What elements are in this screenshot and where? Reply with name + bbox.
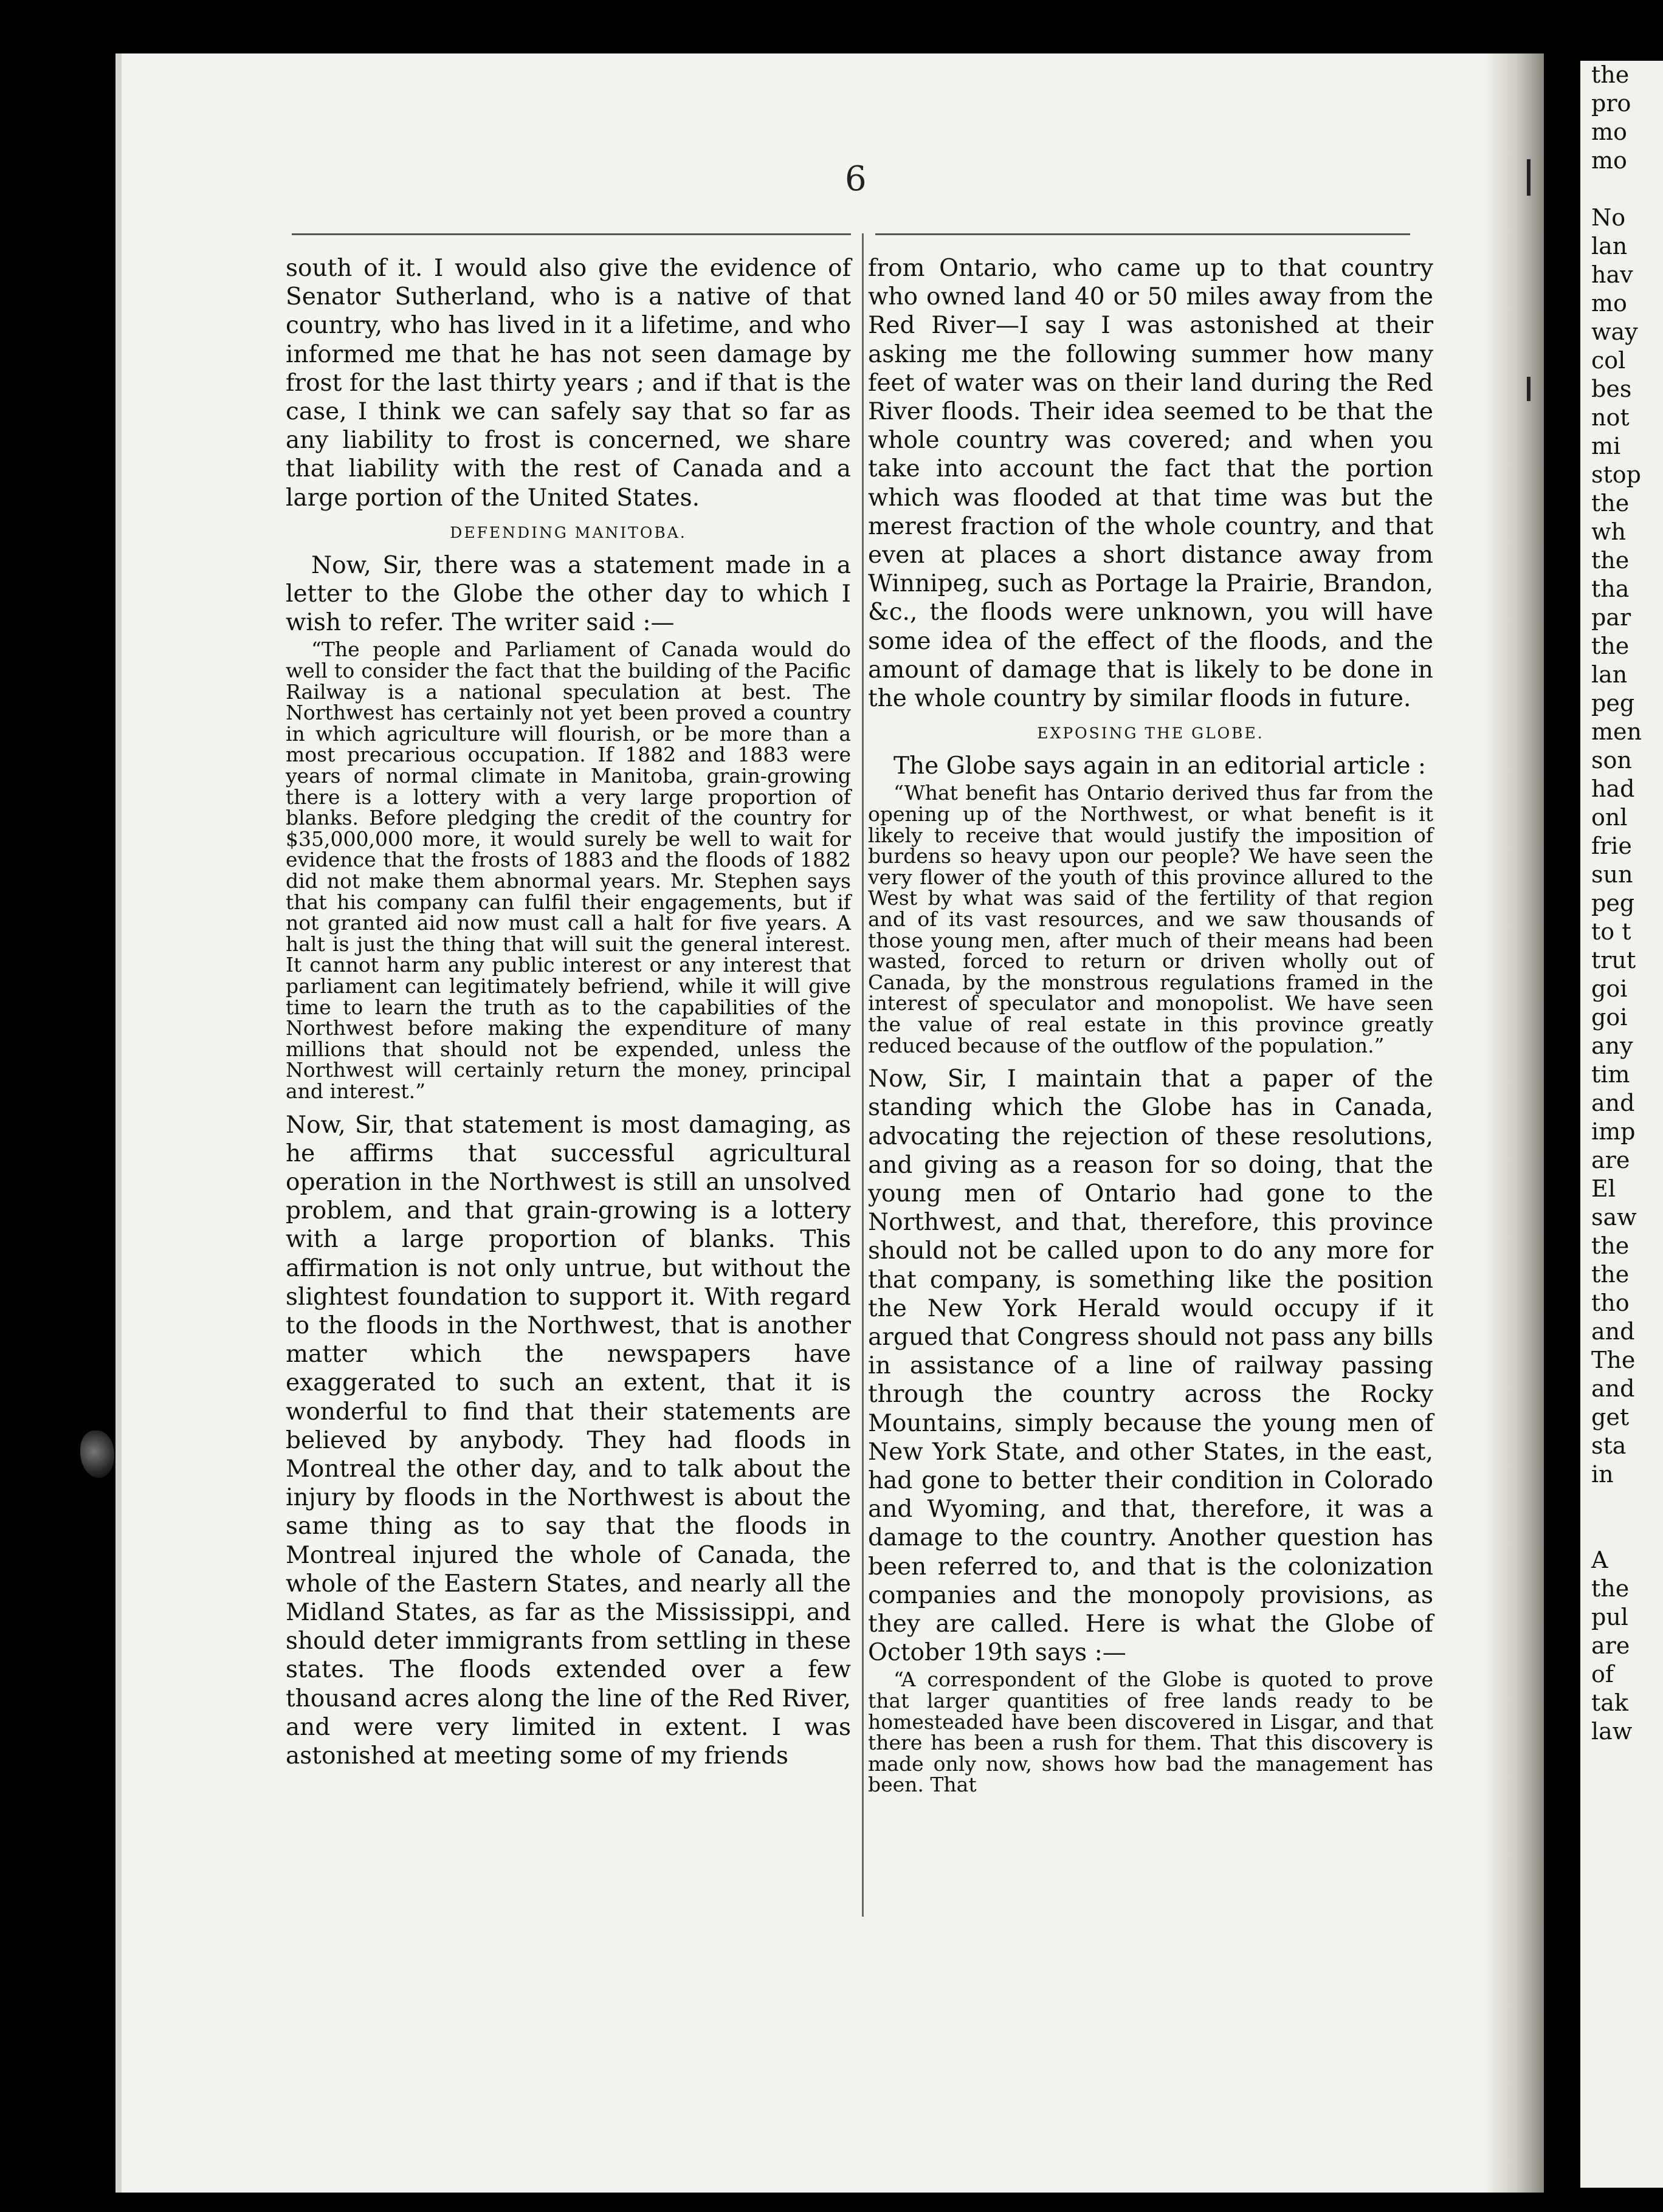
column-divider (862, 233, 864, 1917)
adjacent-page-edge (1580, 61, 1663, 2188)
left-paragraph-1: south of it. I would also give the evidence of Senator Sutherland, who is a native of that country, who has lived in it a lifetime, and who informed me that he has not seen damage by frost for the last thirty years ; and if that is the case, I think we can safely say that so far as any liability to frost is concerned, we share that liability with the rest of Canada and a large portion of the United States. (286, 255, 851, 512)
adjacent-page-fragment: par (1591, 604, 1631, 631)
adjacent-page-fragment: mo (1591, 118, 1627, 145)
adjacent-page-fragment: saw (1591, 1204, 1637, 1231)
adjacent-page-fragment: The (1591, 1347, 1636, 1373)
header-rule-left (292, 233, 851, 235)
right-paragraph-1: from Ontario, who came up to that country who owned land 40 or 50 miles away from the Red River—I say I was astonished at their asking me the following summer how many feet of water was on their land during the Red River floods. Their idea seemed to be that the whole country was covered; and when you take into account the fact that the portion which was flooded at that time was but the merest fraction of the whole country, and that even at places a short distance away from Winnipeg, such as Portage la Prairie, Brandon, &c., the floods were unknown, you will have some idea of the effect of the floods, and the amount of damage that is likely to be done in the whole country by similar floods in future. (868, 255, 1433, 713)
adjacent-page-fragment: way (1591, 318, 1638, 345)
adjacent-page-fragment: and (1591, 1318, 1635, 1345)
spine-mark (1527, 377, 1530, 401)
right-quote-1: “What benefit has Ontario derived thus far from the opening up of the Northwest, or what benefit is it likely to receive that would justify the imposition of burdens so heavy upon our people? We have seen the very flower of the youth of this province allured to the West by what was said of the fertility of that region and of its vast resources, and we saw thousands of those young men, after much of their means had been wasted, forced to return or driven wholly out of Canada, by the monstrous regulations framed in the interest of speculator and monopolist. We have seen the value of real estate in this province greatly reduced because of the outflow of the population.” (868, 781, 1433, 1057)
adjacent-page-fragment: No (1591, 204, 1626, 231)
adjacent-page-fragment: are (1591, 1632, 1630, 1659)
adjacent-page-fragment: stop (1591, 461, 1641, 488)
left-paragraph-2: Now, Sir, there was a statement made in a letter to the Globe the other day to which I wish to refer. The writer said :— (286, 551, 851, 637)
adjacent-page-fragment: lan (1591, 233, 1628, 259)
page-fold-shadow (1483, 53, 1544, 2193)
adjacent-page-fragment: mo (1591, 147, 1627, 174)
adjacent-page-fragment: had (1591, 775, 1635, 802)
adjacent-page-fragment: sta (1591, 1432, 1627, 1459)
adjacent-page-fragment: tak (1591, 1689, 1628, 1716)
adjacent-page-fragment: the (1591, 1232, 1630, 1259)
section-heading-exposing-the-globe: EXPOSING THE GLOBE. (1037, 724, 1264, 743)
adjacent-page-fragment: pul (1591, 1604, 1628, 1630)
adjacent-page-fragment: pro (1591, 90, 1631, 117)
ink-blot (80, 1431, 114, 1478)
adjacent-page-fragment: son (1591, 747, 1632, 774)
right-paragraph-2: The Globe says again in an editorial article : (893, 752, 1426, 780)
adjacent-page-fragment: law (1591, 1718, 1633, 1745)
adjacent-page-fragment: lan (1591, 661, 1628, 688)
adjacent-page-fragment (1580, 1489, 1663, 1517)
adjacent-page-fragment: frie (1591, 833, 1632, 859)
adjacent-page-fragment: the (1591, 1261, 1630, 1288)
adjacent-page-fragment: in (1591, 1461, 1614, 1488)
adjacent-page-fragment: the (1591, 490, 1630, 517)
left-column (286, 254, 851, 1770)
adjacent-page-fragment: imp (1591, 1118, 1636, 1145)
adjacent-page-fragment: mi (1591, 433, 1621, 459)
adjacent-page-fragment: peg (1591, 690, 1635, 716)
adjacent-page-fragment: mo (1591, 290, 1627, 317)
adjacent-page-fragment: and (1591, 1090, 1635, 1116)
adjacent-page-fragment: the (1591, 633, 1630, 659)
adjacent-page-fragment: onl (1591, 804, 1628, 831)
adjacent-page-fragment: bes (1591, 376, 1632, 402)
adjacent-page-fragment: hav (1591, 261, 1633, 288)
adjacent-page-fragment: sun (1591, 861, 1633, 888)
adjacent-page-fragment: El (1591, 1175, 1616, 1202)
left-quote: “The people and Parliament of Canada would do well to consider the fact that the building of the Pacific Railway is a national speculation at best. The Northwest has certainly not yet been proved a country in which agriculture will flourish, or be more than a most precarious occupation. If 1882 and 1883 were years of normal climate in Manitoba, grain-growing there is a lottery with a very large proportion of blanks. Before pledging the credit of the country for $35,000,000 more, it would surely be well to wait for evidence that the frosts of 1883 and the floods of 1882 did not make them abnormal years. Mr. Stephen says that his company can fulfil their engagements, but if not granted aid now must call a halt for five years. A halt is just the thing that will suit the general interest. It cannot harm any public interest or any interest that parliament can legitimately befriend, while it will give time to learn the truth as to the capabilities of the Northwest before making the expenditure of many millions that should not be expended, unless the Northwest will certainly return the money, principal and interest.” (286, 637, 851, 1103)
adjacent-page-fragment: tho (1591, 1290, 1630, 1316)
left-paragraph-3: Now, Sir, that statement is most damaging, as he affirms that successful agricultural operation in the Northwest is still an unsolved problem, and that grain-growing is a lottery with a large proportion of blanks. This affirmation is not only untrue, but without the slightest foundation to support it. With regard to the floods in the Northwest, that is another matter which the newspapers have exaggerated to such an extent, that it is wonderful to find that their statements are believed by anybody. They had floods in Montreal the other day, and to talk about the injury by floods in the Northwest is about the same thing as to say that the floods in Montreal injured the whole of Canada, the whole of the Eastern States, and nearly all the Midland States, as far as the Mississippi, and should deter immigrants from settling in these states. The floods extended over a few thousand acres along the line of the Red River, and were very limited in extent. I was astonished at meeting some of my friends (286, 1111, 851, 1770)
adjacent-page-fragment: goi (1591, 975, 1628, 1002)
spine-mark (1527, 159, 1530, 196)
adjacent-page-fragment: trut (1591, 947, 1636, 974)
adjacent-page-fragment: get (1591, 1404, 1630, 1431)
adjacent-page-fragment (1580, 1517, 1663, 1546)
adjacent-page-fragment: any (1591, 1032, 1633, 1059)
adjacent-page-fragment: goi (1591, 1004, 1628, 1031)
header-rule-right (875, 233, 1410, 235)
adjacent-page-fragment: to t (1591, 918, 1631, 945)
adjacent-page-fragment: tim (1591, 1061, 1630, 1088)
page-number: 6 (845, 159, 867, 199)
adjacent-page-fragment: are (1591, 1147, 1630, 1173)
adjacent-page-fragment: peg (1591, 890, 1635, 916)
adjacent-page-fragment: not (1591, 404, 1630, 431)
right-column (868, 254, 1433, 1804)
adjacent-page-fragment: the (1591, 61, 1630, 88)
adjacent-page-fragment: of (1591, 1661, 1614, 1688)
right-quote-2: “A correspondent of the Globe is quoted to prove that larger quantities of free lands ready to be homesteaded have been discovered in Lisgar, and that there has been a rush for them. That this discovery is made only now, shows how bad the management has been. That (868, 1668, 1433, 1797)
adjacent-page-fragment: men (1591, 718, 1642, 745)
adjacent-page-fragment: A (1591, 1547, 1608, 1573)
adjacent-page-fragment (1580, 175, 1663, 204)
right-paragraph-3: Now, Sir, I maintain that a paper of the standing which the Globe has in Canada, advocating the rejection of these resolutions, and giving as a reason for so doing, that the young men of Ontario had gone to the Northwest, and that, therefore, this province should not be called upon to do any more for that company, is something like the position the New York Herald would occupy if it argued that Congress should not pass any bills in assistance of a line of railway passing through the country across the Rocky Mountains, simply because the young men of New York State, and other States, in the east, had gone to better their condition in Colorado and Wyoming, and that, therefore, it was a damage to the country. Another question has been referred to, and that is the colonization companies and the monopoly provisions, as they are called. Here is what the Globe of October 19th says :— (868, 1065, 1433, 1667)
adjacent-page-fragment: tha (1591, 575, 1630, 602)
adjacent-page-fragment: wh (1591, 518, 1626, 545)
adjacent-page-fragment: and (1591, 1375, 1635, 1402)
adjacent-page-fragment: the (1591, 1575, 1630, 1602)
adjacent-page-fragment: col (1591, 347, 1626, 374)
section-heading-defending-manitoba: DEFENDING MANITOBA. (450, 523, 687, 541)
adjacent-page-fragment: the (1591, 547, 1630, 574)
